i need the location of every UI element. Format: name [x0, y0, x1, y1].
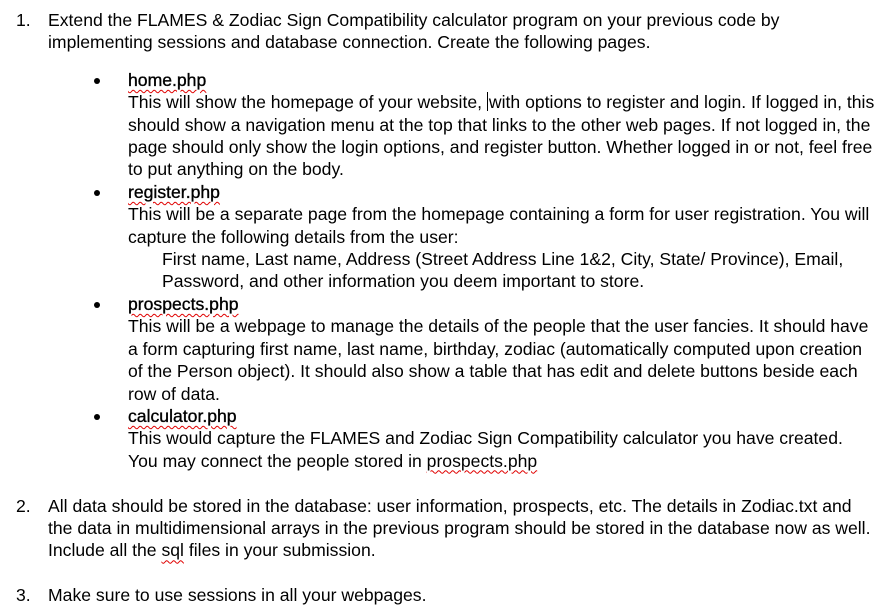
description-text-cont: with options to register and login. If logged in, this should show a navigation menu at the top that links to the other web pages. If not logged in, the page should only show the login options, and register button. Whether logged in or not, feel free to put anything on the body.	[128, 92, 875, 180]
bullet-item-prospects	[48, 293, 879, 405]
page-filename: home.php	[128, 69, 207, 90]
list-number: 3.	[16, 585, 31, 606]
description-text: This will show the homepage of your website,	[128, 92, 487, 113]
page-filename: calculator.php	[128, 405, 237, 426]
bullet-icon	[94, 78, 100, 84]
list-item-text	[48, 495, 879, 562]
list-item-text: Make sure to use sessions in all your webpages.	[48, 585, 427, 606]
bullet-icon	[94, 302, 100, 308]
document-body	[0, 9, 883, 607]
page-description: This will be a webpage to manage the details of the people that the user fancies. It should have a form capturing first name, last name, birthday, zodiac (automatically computed upon creation of the Person object). It should also show a table that has edit and delete buttons beside each row of data.	[128, 316, 869, 404]
page-description	[128, 91, 875, 181]
paragraph-gap	[0, 472, 883, 494]
list-text-part: All data should be stored in the database: user information, prospects, etc. The details in Zodiac.txt and the data in multidimensional arrays in the previous program should be stored in the database now as well. Include all the	[48, 495, 871, 561]
list-text-part: files in your submission.	[183, 540, 376, 561]
spellcheck-word: sql	[161, 540, 184, 561]
text-cursor	[487, 92, 488, 111]
page-filename: register.php	[128, 181, 220, 202]
list-item-2	[0, 495, 883, 562]
list-item-1	[0, 9, 883, 472]
page-list	[48, 69, 879, 472]
bullet-icon	[94, 414, 100, 420]
list-item-text: Extend the FLAMES & Zodiac Sign Compatibility calculator program on your previous code by implementing sessions and database connection. Create the following pages.	[48, 10, 780, 53]
paragraph-gap	[0, 562, 883, 584]
list-number: 1.	[16, 10, 31, 30]
page-description	[128, 427, 875, 472]
bullet-item-home	[48, 69, 879, 181]
list-item-3	[0, 584, 883, 606]
bullet-item-register	[48, 181, 879, 293]
bullet-icon	[94, 190, 100, 196]
description-link-text: prospects.php	[426, 450, 538, 471]
page-filename: prospects.php	[128, 293, 239, 314]
register-details: First name, Last name, Address (Street Address Line 1&2, City, State/ Province), Email, Password, and other information you deem important to store.	[162, 249, 844, 292]
page-description: This will be a separate page from the homepage containing a form for user registration. You will capture the following details from the user:	[128, 204, 870, 247]
list-number: 2.	[16, 495, 31, 516]
description-text: This would capture the FLAMES and Zodiac Sign Compatibility calculator you have created. You may connect the people stored in	[128, 428, 843, 471]
bullet-item-calculator	[48, 405, 879, 472]
